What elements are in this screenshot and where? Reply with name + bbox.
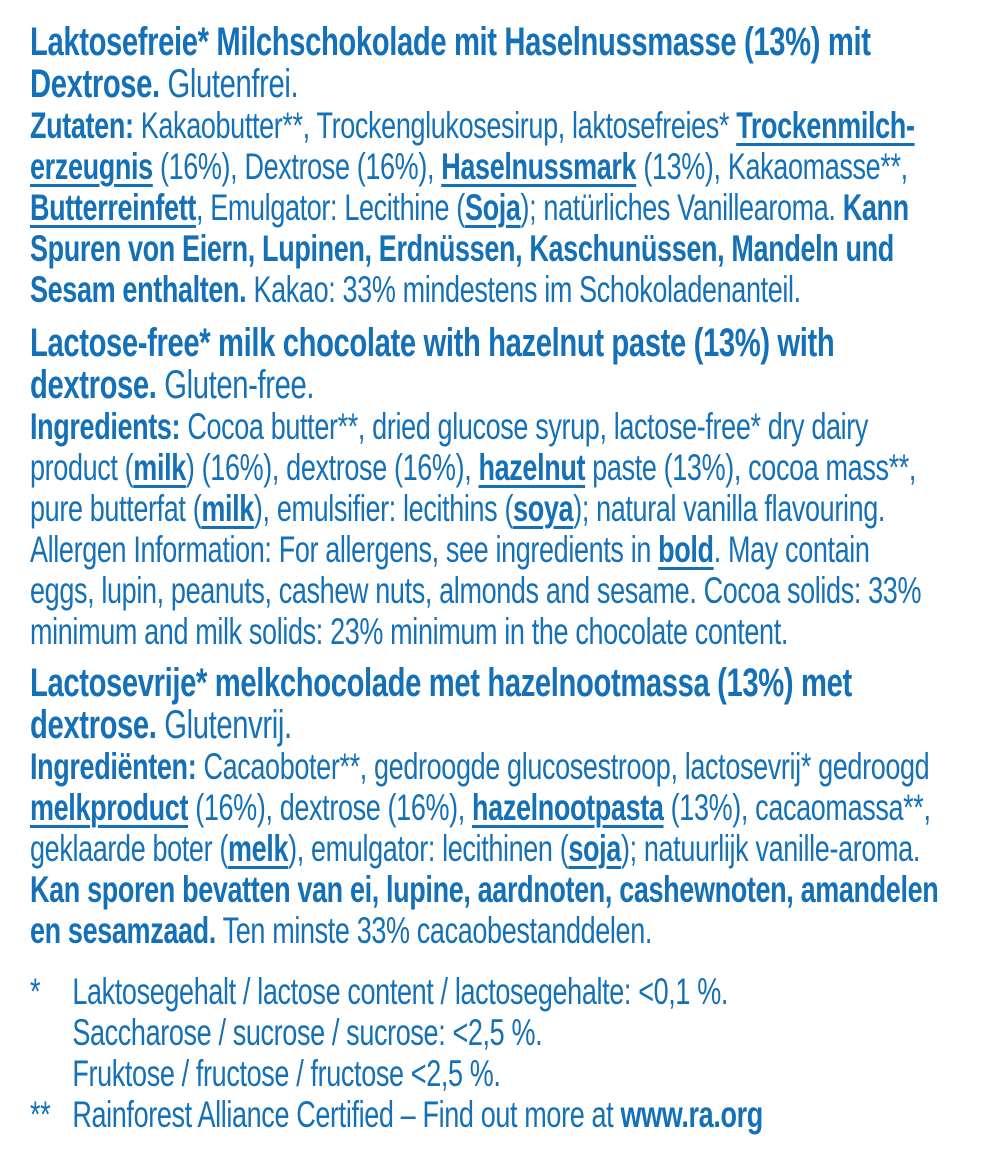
footnote-text (72, 1012, 975, 1053)
text-run: bold (658, 529, 714, 570)
text-run: ); natuurlijk vanille-aroma. (620, 828, 920, 869)
text-run: Ingrediënten: (30, 746, 197, 787)
text-run: product ( (30, 447, 134, 488)
footnote-text (72, 1053, 975, 1094)
text-run: www.ra.org (620, 1094, 763, 1135)
label-line (30, 406, 975, 447)
text-run: Ingredients: (30, 406, 181, 447)
text-run: Spuren von Eiern, Lupinen, Erdnüssen, Kaschunüssen, Mandeln und (30, 228, 894, 269)
text-run: hazelnut (478, 447, 586, 488)
text-run: Saccharose / sucrose / sucrose: <2,5 %. (72, 1012, 543, 1053)
text-run: ); natural vanilla flavouring. (573, 488, 886, 529)
text-run: Glutenvrij. (156, 703, 292, 747)
text-run: Gluten-free. (156, 363, 315, 407)
text-run: ), emulsifier: lecithins ( (253, 488, 514, 529)
text-run: Ten minste 33% cacaobestanddelen. (215, 910, 653, 951)
footnote-row (30, 1012, 975, 1053)
text-run: Laktosegehalt / lactose content / lactosegehalte: <0,1 %. (72, 971, 728, 1012)
text-run: milk (201, 488, 254, 529)
text-run: pure butterfat ( (30, 488, 202, 529)
label-line (30, 364, 975, 406)
text-run: Zutaten: (30, 105, 134, 146)
text-run: Butterreinfett (30, 187, 196, 228)
label-line (30, 447, 975, 488)
label-line (30, 570, 975, 611)
label-line (30, 787, 975, 828)
label-line (30, 269, 975, 310)
label-line (30, 704, 975, 746)
label-line (30, 105, 975, 146)
footnote-row (30, 971, 975, 1012)
text-run: Laktosefreie* Milchschokolade mit Haselnussmasse (13%) mit (30, 20, 871, 64)
text-run: Trockenmilch- (736, 105, 915, 146)
text-run: geklaarde boter ( (30, 828, 229, 869)
label-line (30, 228, 975, 269)
section-english (30, 322, 975, 652)
text-run: erzeugnis (30, 146, 153, 187)
text-run: (13%), cacaomassa**, (663, 787, 931, 828)
text-run: dextrose. (30, 703, 157, 747)
text-run: Haselnussmark (441, 146, 637, 187)
label-line (30, 611, 975, 652)
section-german (30, 21, 975, 310)
text-run: (13%), Kakaomasse**, (636, 146, 908, 187)
text-run: Glutenfrei. (159, 62, 299, 106)
text-run: Kakaobutter**, Trockenglukosesirup, laktosefreies* (133, 105, 737, 146)
label-text-block (30, 21, 975, 1135)
footnote-text (72, 971, 975, 1012)
footnote-row (30, 1053, 975, 1094)
text-run: melkproduct (30, 787, 189, 828)
label-line (30, 662, 975, 704)
text-run: Rainforest Alliance Certified – Find out more at (72, 1094, 621, 1135)
text-run: melk (228, 828, 289, 869)
text-run: minimum and milk solids: 23% minimum in the chocolate content. (30, 611, 788, 652)
label-line (30, 21, 975, 63)
text-run: (16%), dextrose (16%), (188, 787, 473, 828)
label-line (30, 529, 975, 570)
footnote-marker: * (30, 971, 41, 1012)
text-run: soya (513, 488, 574, 529)
text-run: en sesamzaad. (30, 910, 216, 951)
text-run: soja (568, 828, 621, 869)
text-run: Allergen Information: For allergens, see ingredients in (30, 529, 659, 570)
footnotes (30, 971, 975, 1135)
footnote-row (30, 1094, 975, 1135)
label-line (30, 746, 975, 787)
text-run: eggs, lupin, peanuts, cashew nuts, almonds and sesame. Cocoa solids: 33% (30, 570, 922, 611)
text-run: Cocoa butter**, dried glucose syrup, lactose-free* dry dairy (180, 406, 869, 447)
text-run: milk (133, 447, 186, 488)
label-line (30, 869, 975, 910)
text-run: ); natürliches Vanillearoma. (520, 187, 843, 228)
text-run: Lactosevrije* melkchocolade met hazelnootmassa (13%) met (30, 661, 852, 705)
text-run: ) (16%), dextrose (16%), (185, 447, 479, 488)
text-run: dextrose. (30, 363, 157, 407)
section-dutch (30, 662, 975, 951)
text-run: Lactose-free* milk chocolate with hazelnut paste (13%) with (30, 321, 835, 365)
label-line (30, 322, 975, 364)
footnote-marker: ** (30, 1094, 51, 1135)
label-line (30, 187, 975, 228)
text-run: Cacaoboter**, gedroogde glucosestroop, lactosevrij* gedroogd (196, 746, 930, 787)
text-run: Kan sporen bevatten van ei, lupine, aardnoten, cashewnoten, amandelen (30, 869, 939, 910)
footnote-text (72, 1094, 975, 1135)
text-run: Sesam enthalten. (30, 269, 247, 310)
text-run: Soja (464, 187, 521, 228)
text-run: Kakao: 33% mindestens im Schokoladenanteil. (246, 269, 801, 310)
text-run: (16%), Dextrose (16%), (152, 146, 442, 187)
label-line (30, 488, 975, 529)
text-run: hazelnootpasta (472, 787, 664, 828)
label-line (30, 146, 975, 187)
text-run: , Emulgator: Lecithine ( (195, 187, 465, 228)
label-line (30, 63, 975, 105)
label-line (30, 910, 975, 951)
text-run: Fruktose / fructose / fructose <2,5 %. (72, 1053, 501, 1094)
text-run: . May contain (713, 529, 870, 570)
text-run: Kann (842, 187, 909, 228)
text-run: Dextrose. (30, 62, 160, 106)
text-run: paste (13%), cocoa mass**, (585, 447, 917, 488)
text-run: ), emulgator: lecithinen ( (288, 828, 569, 869)
label-line (30, 828, 975, 869)
